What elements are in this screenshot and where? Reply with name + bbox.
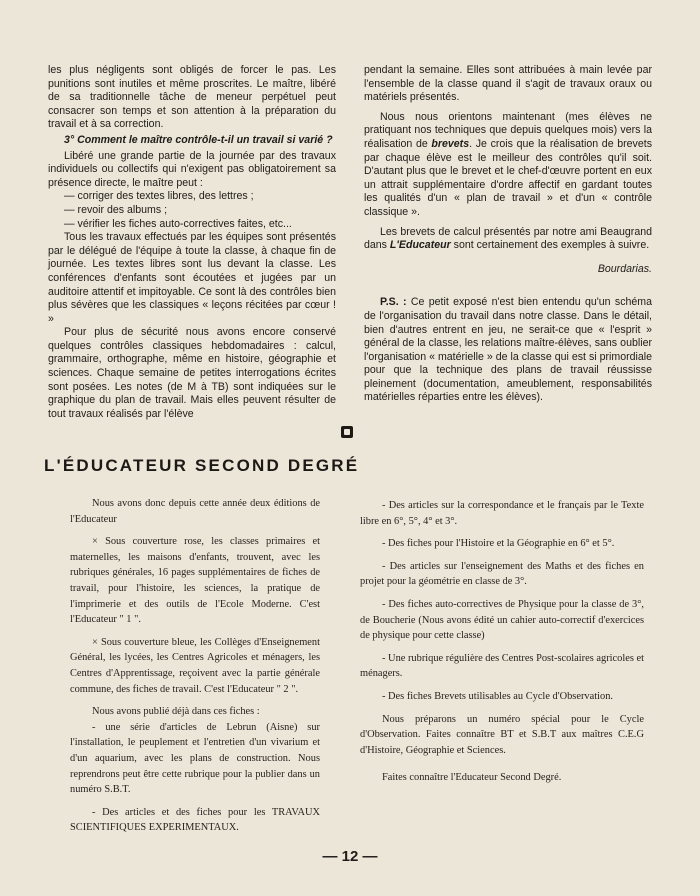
paragraph: Libéré une grande partie de la journée par des travaux individuels ou collectifs qui n'exigent pas obligatoirement sa présence directe, le maître peut : xyxy=(48,149,336,189)
list-item: - Des articles sur l'enseignement des Maths et des fiches en projet pour la géométrie en classe de 3°. xyxy=(360,560,644,588)
list-item: — vérifier les fiches auto-correctives faites, etc... xyxy=(64,217,292,230)
section-heading: L'ÉDUCATEUR SECOND DEGRÉ xyxy=(44,456,360,475)
paragraph: Tous les travaux effectués par les équipes sont présentés par le délégué de l'équipe à toute la classe, à chaque fin de journée. Les textes libres sont lus devant la classe. Les conférences d'enfants sont écoutées et jugées par un auditoire attentif et impitoyable. Ce sont là des contrôles bien plus sévères que les classiques « leçons récitées par cœur ! » xyxy=(48,231,336,325)
section-divider-ornament xyxy=(341,426,353,438)
paragraph: pendant la semaine. Elles sont attribuées à main levée par l'ensemble de la classe quand il s'agit de travaux oraux ou matériels présentés. xyxy=(364,64,652,104)
paragraph: × Sous couverture rose, les classes primaires et maternelles, les maisons d'enfants, trouvent, avec les rubriques générales, 16 pages supplémentaires de fiches de travail, pour l'histoire, les sciences, la pratique de l'imprimerie et des outils de l'Ecole Moderne. C'est l'Educateur " 1 ". xyxy=(70,536,320,626)
list-item: - Des articles et des fiches pour les TRAVAUX SCIENTIFIQUES EXPERIMENTAUX. xyxy=(70,806,320,834)
paragraph: × Sous couverture bleue, les Collèges d'Enseignement Général, les lycées, les Centres Agricoles et ménagers, les Centres d'Apprentissage, reçoivent avec la partie générale commune, des fiches de travail. C'est l'Educateur " 2 ". xyxy=(70,636,320,695)
paragraph: Faites connaître l'Educateur Second Degré. xyxy=(382,772,562,784)
list-item: — revoir des albums ; xyxy=(64,203,168,216)
paragraph: Nous avons publié déjà dans ces fiches : xyxy=(92,706,260,718)
page-number: — 12 — xyxy=(322,848,378,865)
postscript: P.S. : Ce petit exposé n'est bien entendu qu'un schéma de l'organisation du travail dans notre classe. Dans le détail, bien d'autres entrent en jeu, ne serait-ce que « l'esprit » général de la classe, les relations maître-élèves, sans oublier l'organisation « matérielle » de la classe qui est si primordiale pour que la technique des plans de travail réussisse pleinement (documentation, ameublement, responsabilités matérielles réparties entre les élèves). xyxy=(364,296,653,404)
list-item: - Des articles sur la correspondance et le français par le Texte libre en 6°, 5°, 4° et 3°. xyxy=(360,500,644,527)
list-item: - Des fiches auto-correctives de Physique pour la classe de 3°, de Boucherie (Nous avons édité un cahier auto-correctif d'exercices de physique pour cette classe) xyxy=(360,598,644,642)
list-item: - une série d'articles de Lebrun (Aisne) sur l'installation, le peuplement et l'entretien d'un vivarium et d'un aquarium, avec les plans de construction. Nous reprendrons peut être cette rubrique pour la publier dans un numéro S.B.T. xyxy=(70,721,320,796)
paragraph: Les brevets de calcul présentés par notre ami Beaugrand dans L'Educateur sont certainement des exemples à suivre. xyxy=(364,225,652,252)
section-question: 3° Comment le maître contrôle-t-il un travail si varié ? xyxy=(64,133,333,146)
list-item: - Des fiches pour l'Histoire et la Géographie en 6° et 5°. xyxy=(382,538,615,550)
typewritten-column-left xyxy=(70,496,320,836)
list-item: — corriger des textes libres, des lettres ; xyxy=(64,190,254,203)
paragraph: Nous préparons un numéro spécial pour le Cycle d'Observation. Faites connaître BT et S.B.T aux maîtres C.E.G d'Histoire, Géographie et Sciences. xyxy=(360,713,644,756)
typewritten-column-right xyxy=(360,498,644,786)
list-item: - Une rubrique régulière des Centres Post-scolaires agricoles et ménagers. xyxy=(360,652,644,680)
paragraph: Nous avons donc depuis cette année deux éditions de l'Educateur xyxy=(70,498,320,525)
article-column-left xyxy=(48,64,336,421)
paragraph: Pour plus de sécurité nous avons encore conservé quelques contrôles classiques hebdomadaires : calcul, grammaire, orthographe, même en histoire, géographie et sciences. Chaque semaine de petites interrogations écrites sont posées. Les notes (de M à TB) sont indiquées sur le graphique du plan de travail. Mais elles peuvent résulter de tout travaux réalisés par l'élève xyxy=(48,326,336,420)
article-column-right xyxy=(364,64,652,405)
list-item: - Des fiches Brevets utilisables au Cycle d'Observation. xyxy=(382,690,613,702)
paragraph: Nous nous orientons maintenant (mes élèves ne pratiquant nos techniques que depuis quelques mois) vers la réalisation de brevets. Je crois que la réalisation de brevets par chaque élève est le meilleur des contrôles qu'il soit. D'autant plus que le brevet et le chef-d'œuvre portent en eux un attrait supplémentaire d'ordre affectif en gardant toutes les qualités d'un « plan de travail » et d'un « contrôle classique ». xyxy=(364,110,652,218)
author-signature: Bourdarias. xyxy=(597,262,652,275)
paragraph: les plus négligents sont obligés de forcer le pas. Les punitions sont inutiles et même proscrites. Le maître, libéré de sa traditionnelle tâche de meneur perpétuel peut consacrer son temps et son attention à la préparation du travail et à sa correction. xyxy=(48,64,336,131)
